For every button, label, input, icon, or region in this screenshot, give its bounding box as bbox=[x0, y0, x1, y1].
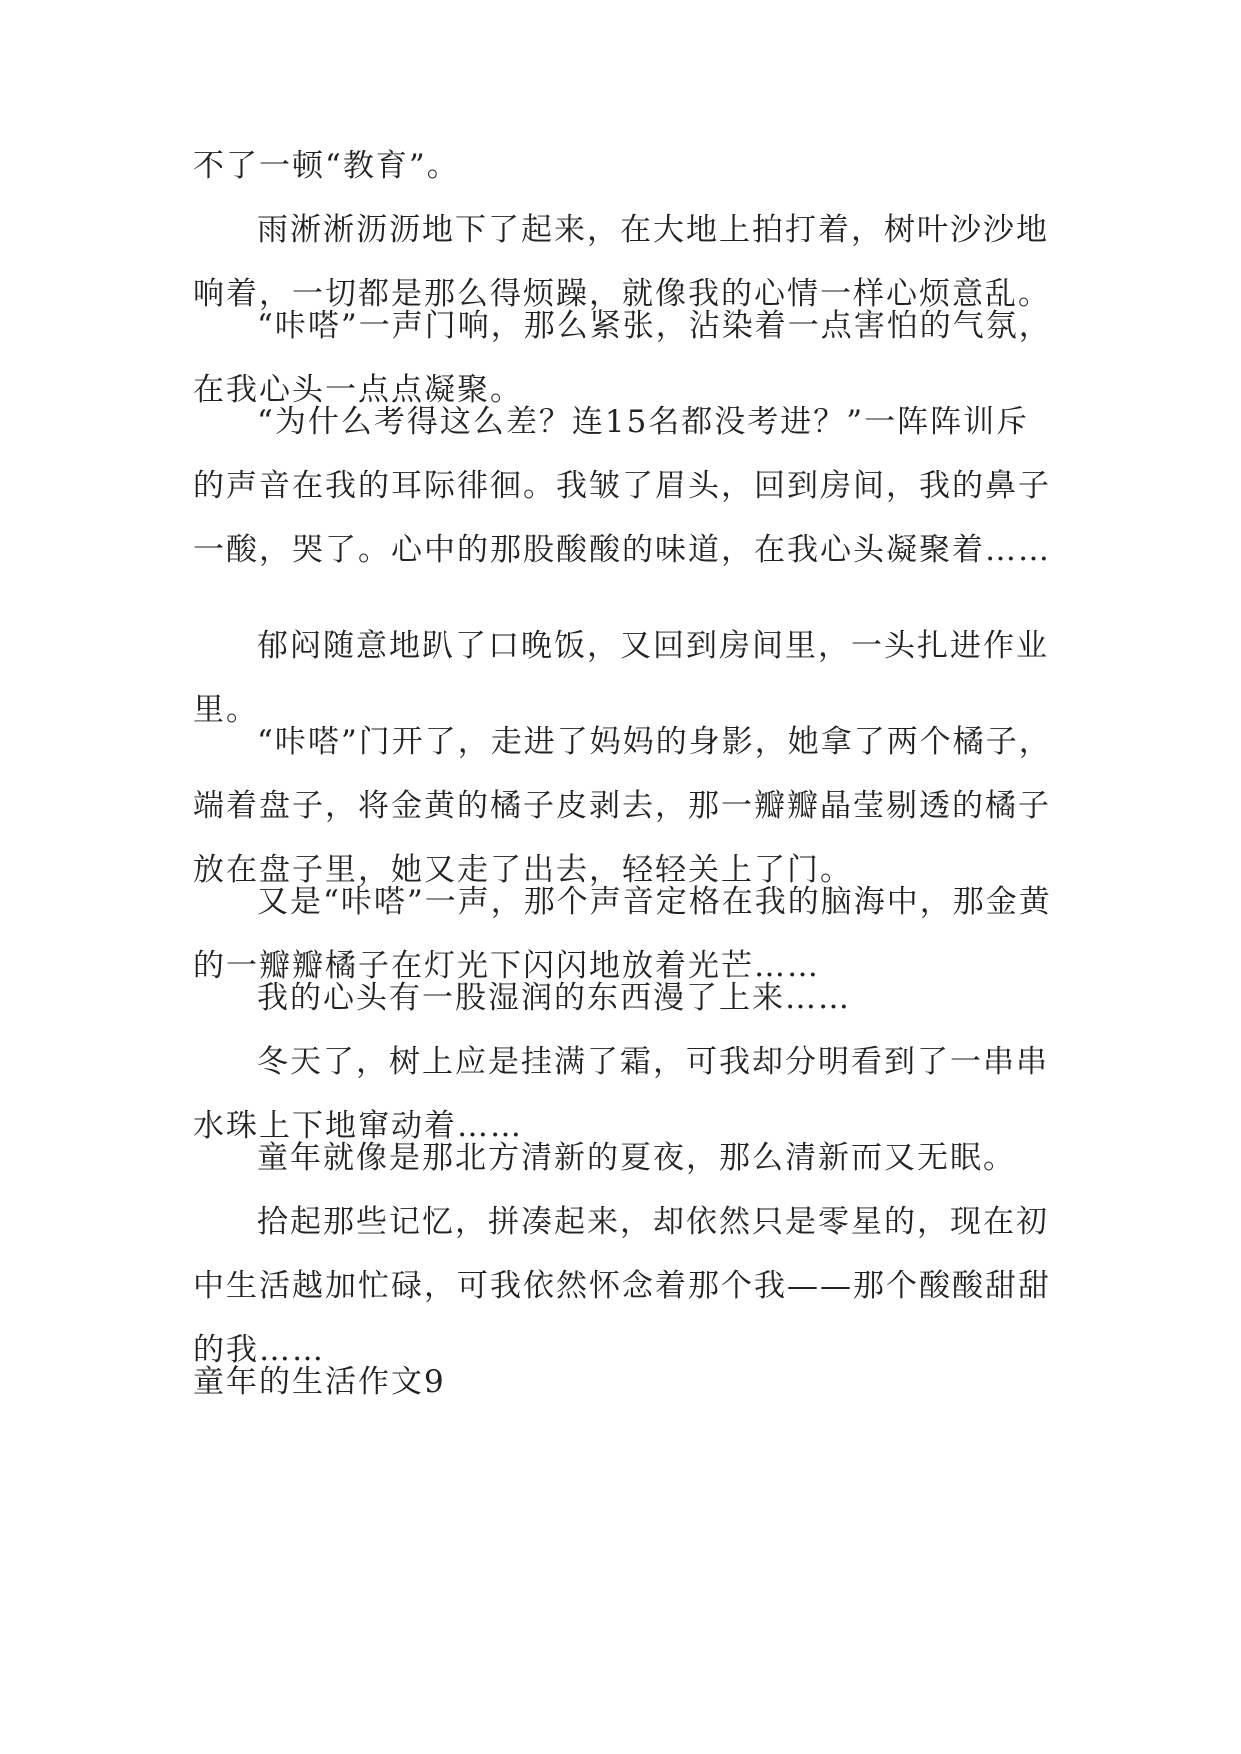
paragraph-moist: 我的心头有一股湿润的东西漫了上来…… bbox=[257, 980, 851, 1016]
paragraph-childhood: 童年就像是那北方清新的夏夜，那么清新而又无眠。 bbox=[257, 1140, 1016, 1176]
paragraph-orange: 又是“咔嗒”一声，那个声音定格在我的脑海中，那金黄的一瓣瓣橘子在灯光下闪闪地放着光芒…… bbox=[193, 884, 1052, 984]
paragraph-mother: “咔嗒”门开了，走进了妈妈的身影，她拿了两个橘子，端着盘子，将金黄的橘子皮剥去，那一瓣瓣晶莹剔透的橘子放在盘子里，她又走了出去，轻轻关上了门。 bbox=[193, 724, 1052, 888]
paragraph-continuation: 不了一顿“教育”。 bbox=[193, 148, 460, 184]
paragraph-scolding: “为什么考得这么差？连15名都没考进？”一阵阵训斥的声音在我的耳际徘徊。我皱了眉头，回到房间，我的鼻子一酸，哭了。心中的那股酸酸的味道，在我心头凝聚着…… bbox=[193, 404, 1051, 568]
paragraph-memories: 拾起那些记忆，拼凑起来，却依然只是零星的，现在初中生活越加忙碌，可我依然怀念着那个我——那个酸酸甜甜的我…… bbox=[193, 1204, 1051, 1368]
paragraph-winter: 冬天了，树上应是挂满了霜，可我却分明看到了一串串水珠上下地窜动着…… bbox=[193, 1044, 1049, 1144]
paragraph-dinner: 郁闷随意地趴了口晚饭，又回到房间里，一头扎进作业里。 bbox=[193, 628, 1049, 728]
paragraph-door-sound: “咔嗒”一声门响，那么紧张，沾染着一点害怕的气氛，在我心头一点点凝聚。 bbox=[193, 308, 1052, 408]
paragraph-rain: 雨淅淅沥沥地下了起来，在大地上拍打着，树叶沙沙地响着，一切都是那么得烦躁，就像我的心情一样心烦意乱。 bbox=[193, 212, 1051, 312]
section-heading: 童年的生活作文9 bbox=[193, 1364, 446, 1400]
